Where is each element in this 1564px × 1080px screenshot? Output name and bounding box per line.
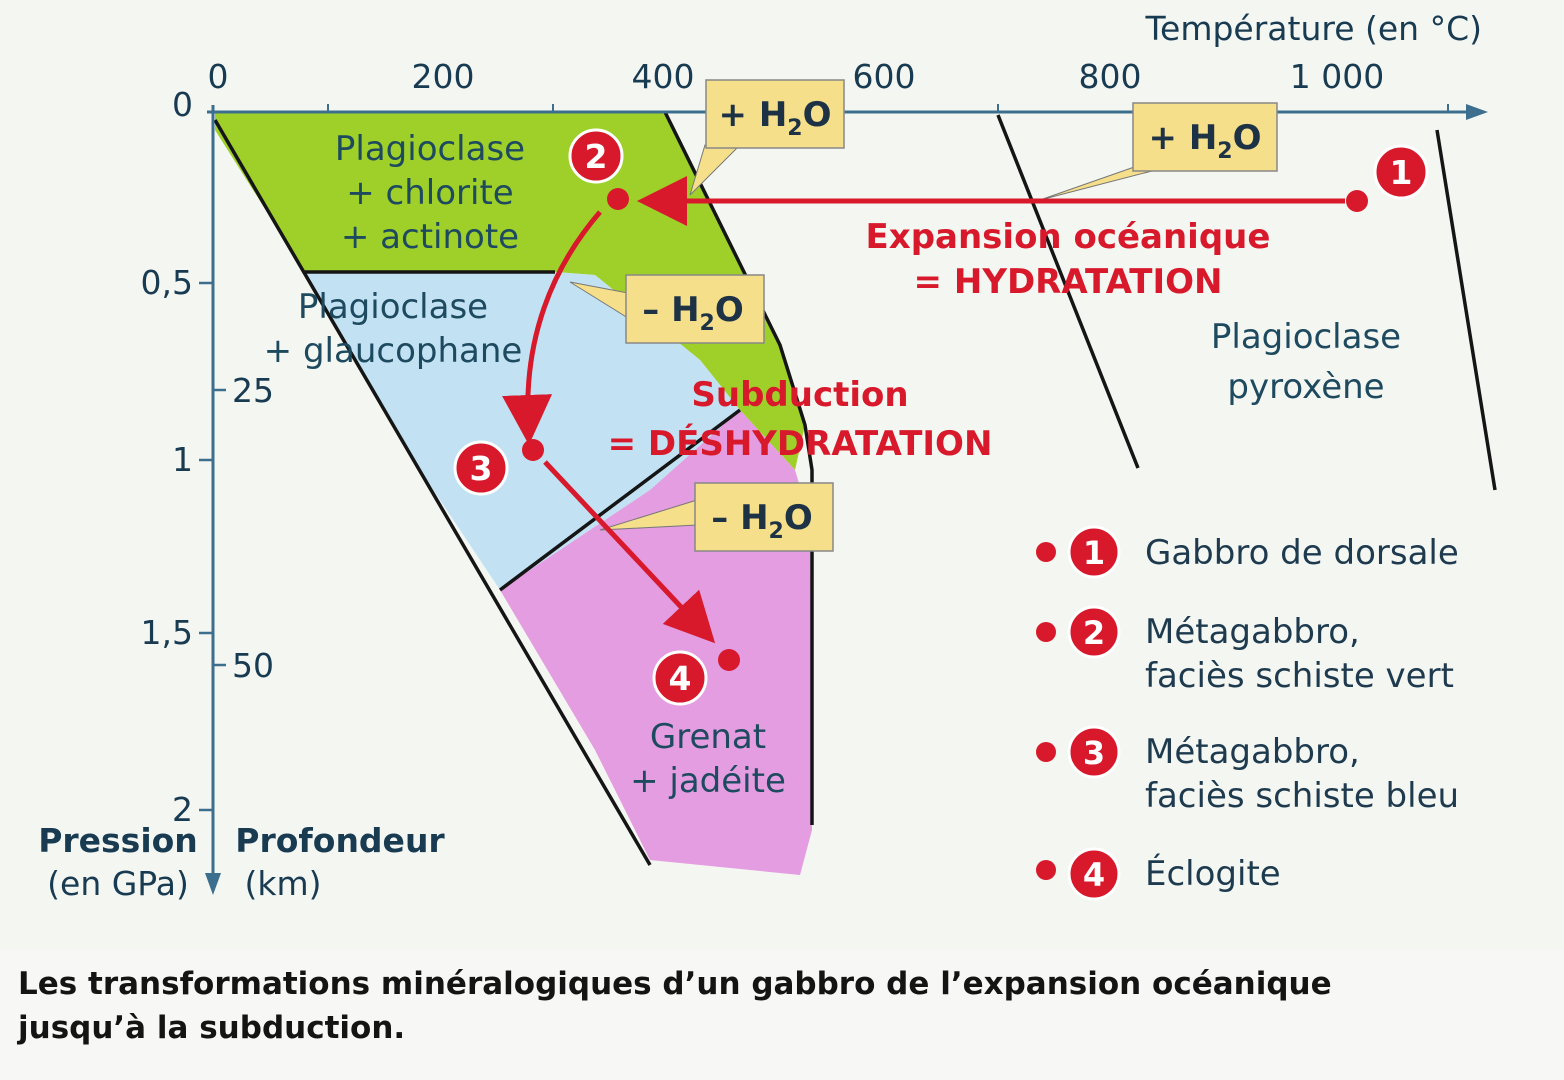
- x-tick-label: 1 000: [1289, 57, 1385, 96]
- svg-text:– H2O: – $H_2O$: [642, 290, 744, 336]
- x-tick-label: 0: [207, 57, 229, 96]
- x-tick-label: 200: [411, 57, 475, 96]
- legend-item-1: [1036, 527, 1459, 577]
- y-tick-label: 0: [172, 85, 193, 124]
- depth-tick-label: 25: [232, 371, 274, 410]
- pressure-unit: (en GPa): [47, 864, 189, 903]
- svg-text:4: 4: [668, 659, 692, 698]
- process-text: Subduction: [691, 375, 909, 415]
- field-text: Grenat: [649, 717, 767, 757]
- process-text: = DÉSHYDRATATION: [607, 424, 993, 464]
- svg-text:– H2O: – $H_2O$: [711, 498, 813, 544]
- svg-text:3: 3: [1082, 734, 1106, 772]
- x-tick-label: 800: [1078, 57, 1142, 96]
- pressure-title: Pression: [38, 821, 198, 860]
- x-tick-label: 400: [631, 57, 695, 96]
- field-text: Plagioclase: [1210, 317, 1402, 357]
- depth-title: Profondeur: [235, 821, 445, 860]
- field-text: Plagioclase: [297, 287, 489, 327]
- field-text: pyroxène: [1227, 367, 1385, 407]
- legend-text: faciès schiste vert: [1145, 656, 1454, 696]
- field-text: + jadéite: [630, 761, 786, 801]
- depth-tick-label: 50: [232, 646, 274, 685]
- y-tick-label: 1,5: [140, 613, 193, 652]
- legend-text: Métagabbro,: [1145, 612, 1360, 652]
- legend-text: faciès schiste bleu: [1145, 776, 1460, 816]
- svg-text:3: 3: [469, 449, 493, 488]
- field-label-green: [335, 129, 525, 257]
- figure-caption: Les transformations minéralogiques d’un gabbro de l’expansion océanique jusqu’à la subduction.: [18, 966, 1332, 1046]
- x-tick-label: 600: [852, 57, 916, 96]
- field-text: + actinote: [340, 217, 520, 257]
- svg-text:1: 1: [1082, 534, 1106, 572]
- svg-text:1: 1: [1389, 153, 1413, 192]
- y-tick-label: 0,5: [140, 263, 193, 302]
- field-text: + chlorite: [346, 173, 514, 213]
- process-text: Expansion océanique: [865, 217, 1271, 257]
- svg-text:+ H2O: + $H_2O$: [1148, 118, 1262, 164]
- legend-text: Métagabbro,: [1145, 732, 1360, 772]
- field-text: Plagioclase: [334, 129, 526, 169]
- y-tick-label: 2: [172, 790, 193, 829]
- depth-unit: (km): [244, 864, 322, 903]
- svg-text:+ H2O: + $H_2O$: [718, 95, 832, 141]
- field-text: + glaucophane: [263, 331, 523, 371]
- legend-text: Éclogite: [1145, 854, 1281, 894]
- svg-text:2: 2: [584, 137, 608, 176]
- y-tick-label: 1: [172, 440, 193, 479]
- process-text: = HYDRATATION: [913, 262, 1223, 302]
- svg-text:4: 4: [1082, 856, 1106, 894]
- legend-text: Gabbro de dorsale: [1145, 533, 1459, 573]
- svg-text:2: 2: [1082, 614, 1106, 652]
- x-axis-title: Température (en °C): [1145, 9, 1482, 48]
